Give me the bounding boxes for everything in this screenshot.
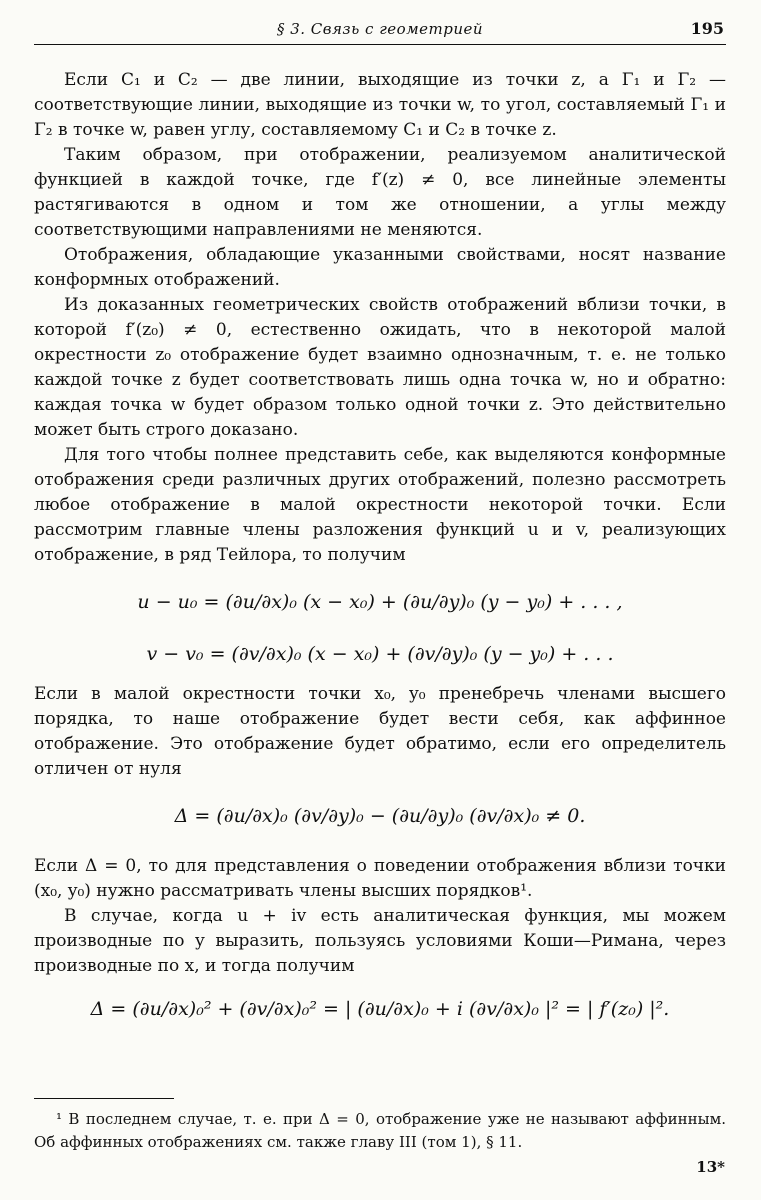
footnote: ¹ В последнем случае, т. е. при Δ = 0, отображение уже не называют аффинным. Об аффинных отображениях см. также главу III (том 1), § 11. (34, 1110, 726, 1151)
main-text (34, 68, 726, 1037)
running-title: § 3. Связь с геометрией (276, 20, 484, 38)
equation-u-text: u − u₀ = (∂u/∂x)₀ (x − x₀) + (∂u/∂y)₀ (y − y₀) + . . . , (137, 591, 623, 613)
paragraph-7: Если Δ = 0, то для представления о поведении отображения вблизи точки (x₀, y₀) нужно рассматривать члены высших порядков¹. (34, 856, 726, 901)
equation-determinant-text: Δ = (∂u/∂x)₀ (∂v/∂y)₀ − (∂u/∂y)₀ (∂v/∂x)₀ ≠ 0. (174, 805, 586, 827)
paragraph-1: Если C₁ и C₂ — две линии, выходящие из точки z, а Γ₁ и Γ₂ — соответствующие линии, выходящие из точки w, то угол, составляемый Γ₁ и Γ₂ в точке w, равен углу, составляемому C₁ и C₂ в точке z. (34, 70, 726, 140)
equation-determinant (34, 792, 726, 844)
page-number: 195 (690, 19, 724, 38)
equation-modulus-text: Δ = (∂u/∂x)₀² + (∂v/∂x)₀² = | (∂u/∂x)₀ + i (∂v/∂x)₀ |² = | f′(z₀) |². (90, 998, 670, 1020)
page-header (34, 18, 726, 45)
equation-v-text: v − v₀ = (∂v/∂x)₀ (x − x₀) + (∂v/∂y)₀ (y − y₀) + . . . (146, 643, 614, 665)
equation-v (34, 630, 726, 682)
paragraph-8: В случае, когда u + iv есть аналитическая функция, мы можем производные по y выразить, пользуясь условиями Коши—Римана, через производные по x, и тогда получим (34, 906, 726, 976)
equation-modulus (34, 985, 726, 1037)
paragraph-2: Таким образом, при отображении, реализуемом аналитической функцией в каждой точке, где f′(z) ≠ 0, все линейные элементы растягиваются в одном и том же отношении, а углы между соответствующими направлениями не меняются. (34, 145, 726, 240)
paragraph-4: Из доказанных геометрических свойств отображений вблизи точки, в которой f′(z₀) ≠ 0, естественно ожидать, что в некоторой малой окрестности z₀ отображение будет взаимно однозначным, т. е. не только каждой точке z будет соответствовать лишь одна точка w, но и обратно: каждая точка w будет образом только одной точки z. Это действительно может быть строго доказано. (34, 295, 726, 440)
paragraph-3: Отображения, обладающие указанными свойствами, носят название конформных отображений. (34, 245, 726, 290)
footnote-rule (34, 1098, 174, 1099)
equation-u (34, 578, 726, 630)
paragraph-6: Если в малой окрестности точки x₀, y₀ пренебречь членами высшего порядка, то наше отображение будет вести себя, как аффинное отображение. Это отображение будет обратимо, если его определитель отличен от нуля (34, 684, 726, 779)
paragraph-5: Для того чтобы полнее представить себе, как выделяются конформные отображения среди различных других отображений, полезно рассмотреть любое отображение в малой окрестности некоторой точки. Если рассмотрим главные члены разложения функций u и v, реализующих отображение, в ряд Тейлора, то получим (34, 445, 726, 565)
signature-mark: 13* (696, 1158, 725, 1176)
